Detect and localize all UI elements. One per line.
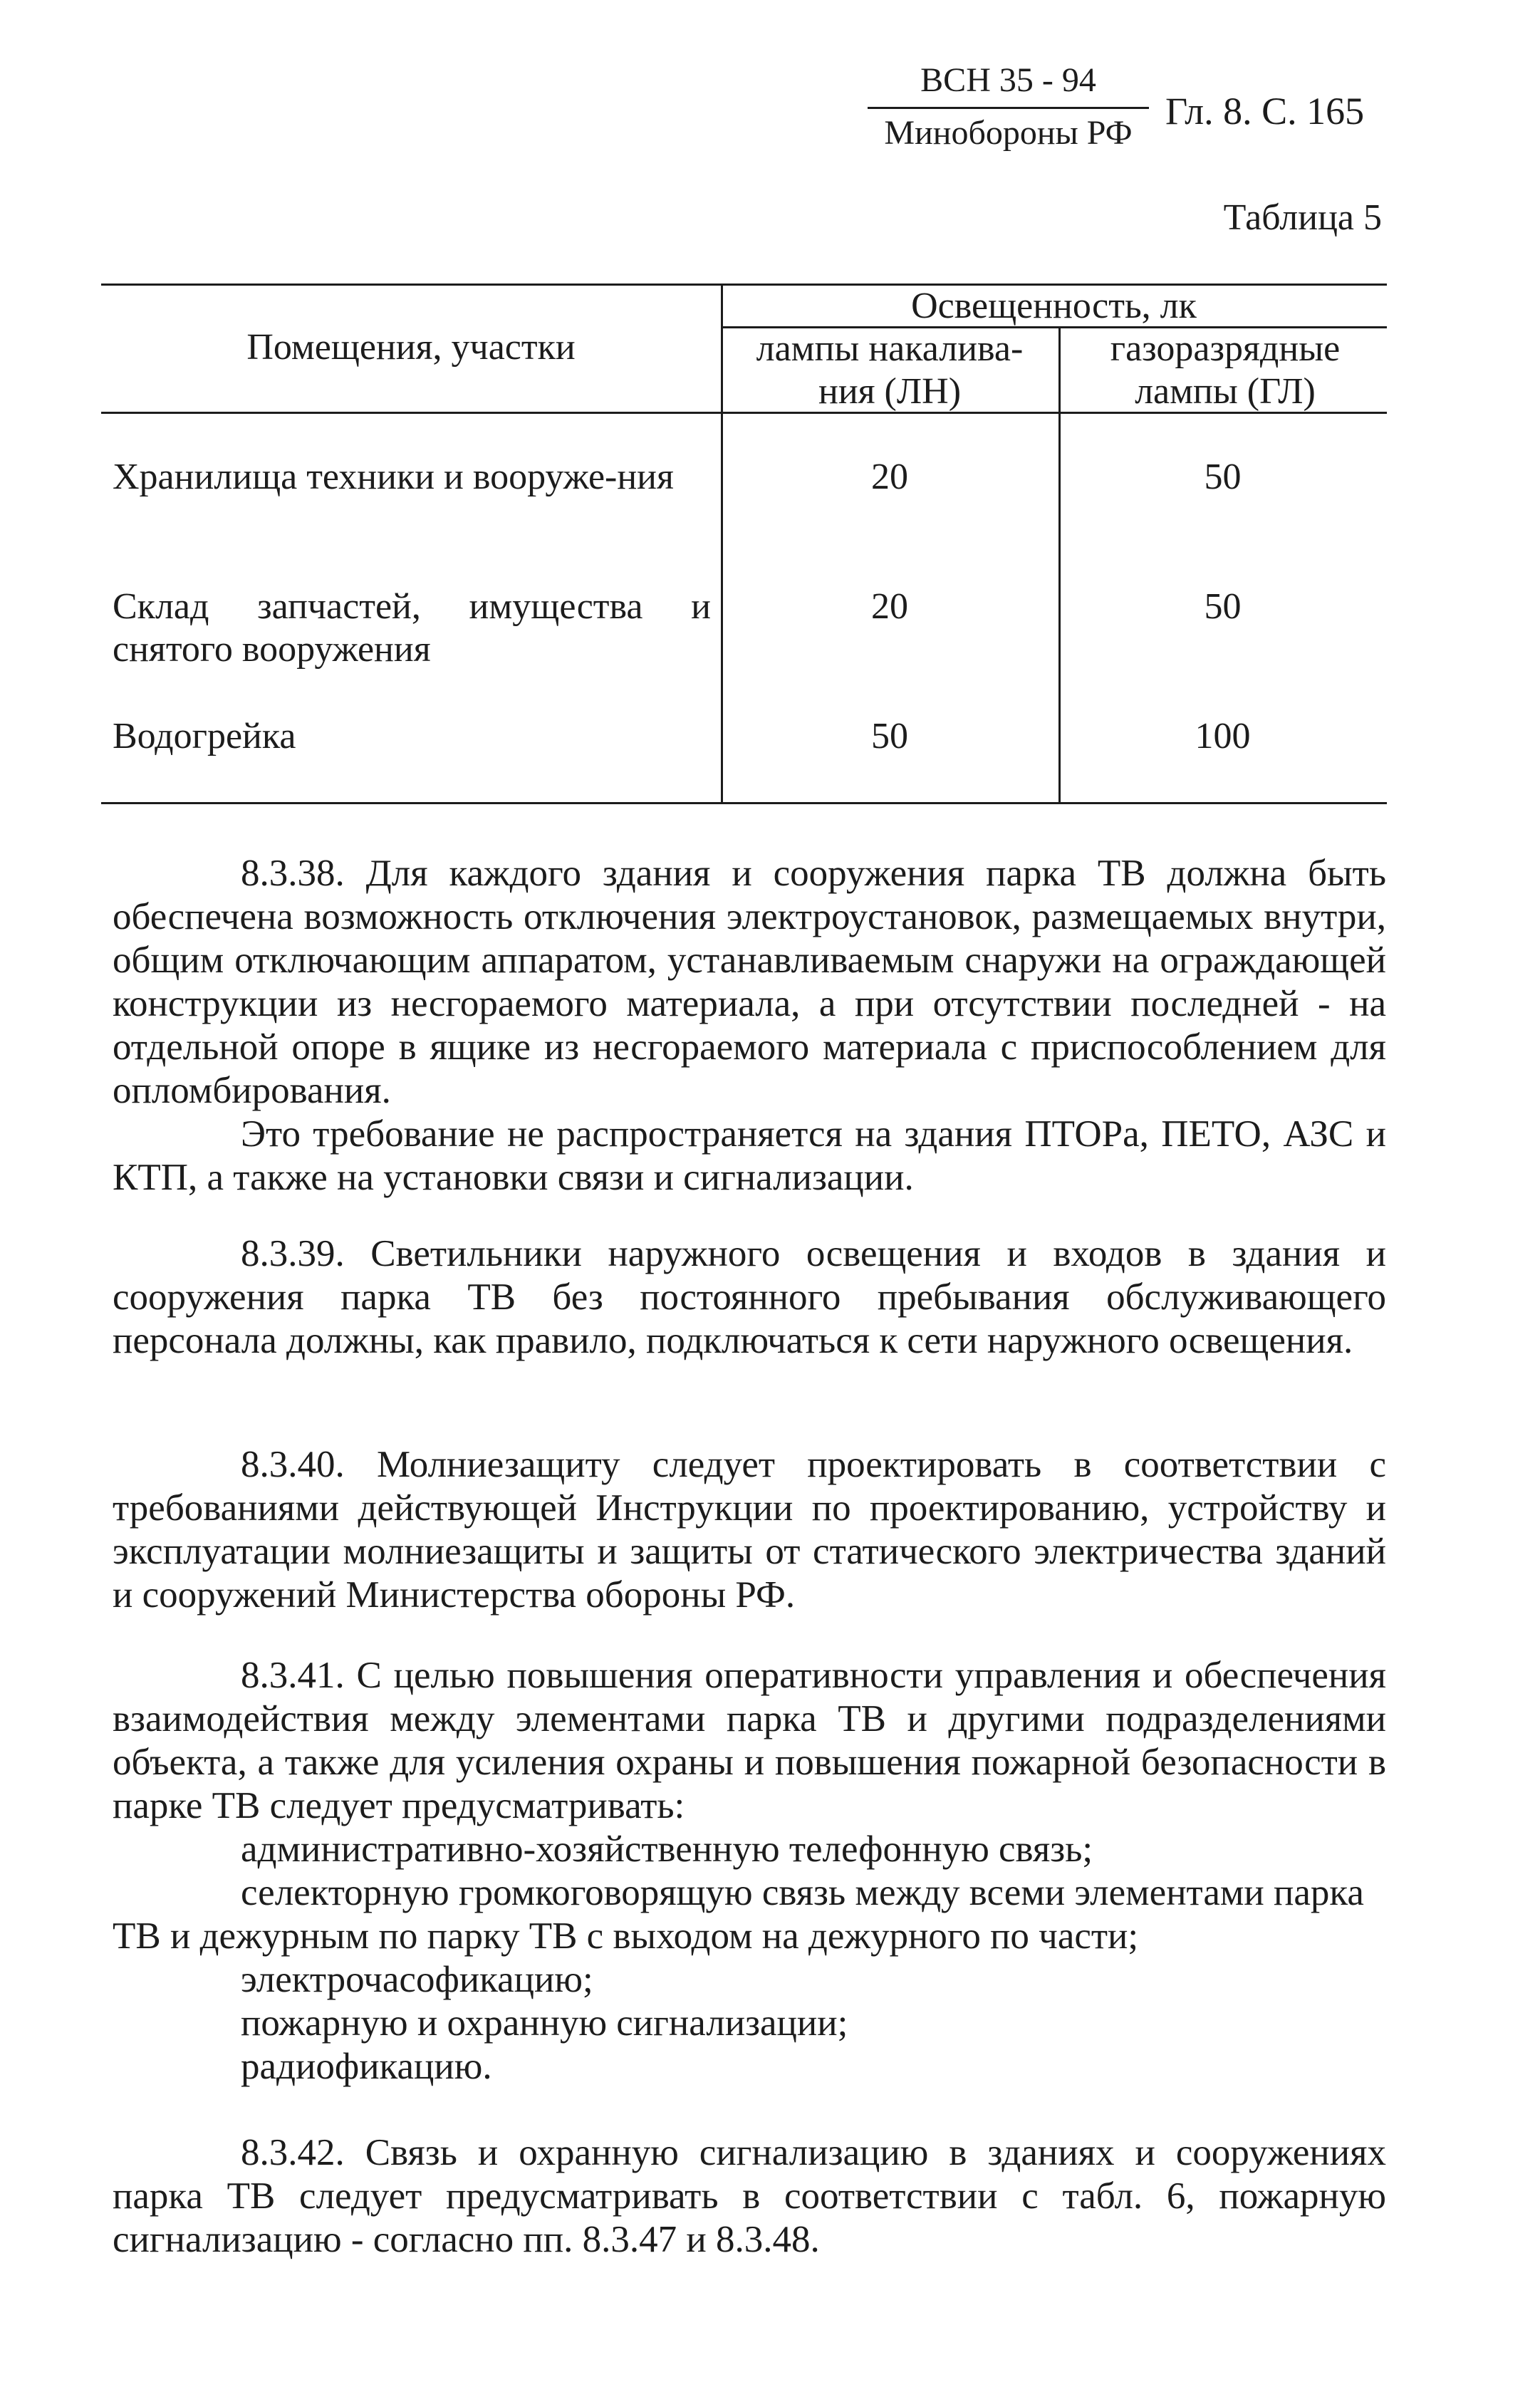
section-8-3-41 <box>113 1654 1386 2089</box>
section-8-3-40 <box>113 1443 1386 1617</box>
column-header-discharge: газоразрядные лампы (ГЛ) <box>1110 328 1341 412</box>
requirements-list <box>113 1828 1386 2089</box>
column-header-incandescent: лампы накалива-ния (ЛН) <box>756 328 1024 412</box>
section-8-3-38 <box>113 852 1386 1200</box>
paragraph-8-3-38: 8.3.38. Для каждого здания и сооружения парка ТВ должна быть обеспечена возможность отключения электроустановок, размещаемых внутри, общим отключающим аппаратом, устанавливаемым снаружи на ограждающей конструкции из несгораемого материала, а при отсутствии последней - на отдельной опоре в ящике из несгораемого материала с приспособлением для опломбирования. <box>113 853 1386 1111</box>
list-item: электрочасофикацию; <box>241 1959 593 2000</box>
column-group-illuminance: Освещенность, лк <box>911 286 1197 326</box>
list-item: селекторную громкоговорящую связь между всеми элементами парка ТВ и дежурным по парку ТВ с выходом на дежурного по части; <box>113 1872 1364 1957</box>
table-row-3-room: Водогрейка <box>113 716 296 756</box>
table-row-3-gl: 100 <box>1195 716 1251 756</box>
section-8-3-42 <box>113 2131 1386 2262</box>
document-code: ВСН 35 - 94 <box>920 61 1096 99</box>
table-row-3-ln: 50 <box>871 716 908 756</box>
table-row-1-room: Хранилища техники и вооруже-ния <box>113 457 674 497</box>
table-caption: Таблица 5 <box>1223 197 1382 238</box>
table-row-1-gl: 50 <box>1204 457 1242 497</box>
table-row-2-room: Склад запчастей, имущества и снятого вооружения <box>113 586 711 670</box>
list-item: административно-хозяйственную телефонную связь; <box>241 1829 1093 1870</box>
table-row-1-ln: 20 <box>871 457 908 497</box>
header-rule <box>868 107 1149 109</box>
paragraph-8-3-39: 8.3.39. Светильники наружного освещения и входов в здания и сооружения парка ТВ без постоянного пребывания обслуживающего персонала должны, как правило, подключаться к сети наружного освещения. <box>113 1233 1386 1361</box>
issuing-organization: Минобороны РФ <box>884 114 1133 152</box>
column-header-room: Помещения, участки <box>246 327 576 368</box>
table-row-2-ln: 20 <box>871 586 908 627</box>
section-8-3-39 <box>113 1232 1386 1363</box>
table-bottom-rule <box>101 802 1387 804</box>
paragraph-8-3-40: 8.3.40. Молниезащиту следует проектировать в соответствии с требованиями действующей Инструкции по проектированию, устройству и эксплуатации молниезащиты и защиты от статического электричества зданий и сооружений Министерства обороны РФ. <box>113 1444 1386 1616</box>
list-item: пожарную и охранную сигнализации; <box>241 2002 848 2044</box>
chapter-page-number: Гл. 8. С. 165 <box>1165 90 1365 132</box>
paragraph-8-3-42: 8.3.42. Связь и охранную сигнализацию в зданиях и сооружениях парка ТВ следует предусматривать в соответствии с табл. 6, пожарную сигнализацию - согласно пп. 8.3.47 и 8.3.48. <box>113 2132 1386 2260</box>
paragraph-8-3-38-exception: Это требование не распространяется на здания ПТОРа, ПЕТО, АЗС и КТП, а также на установки связи и сигнализации. <box>113 1113 1386 1198</box>
table-row-2-gl: 50 <box>1204 586 1242 627</box>
paragraph-8-3-41: 8.3.41. С целью повышения оперативности управления и обеспечения взаимодействия между элементами парка ТВ и другими подразделениями объекта, а также для усиления охраны и повышения пожарной безопасности в парке ТВ следует предусматривать: <box>113 1655 1386 1826</box>
list-item: радиофикацию. <box>241 2046 492 2087</box>
